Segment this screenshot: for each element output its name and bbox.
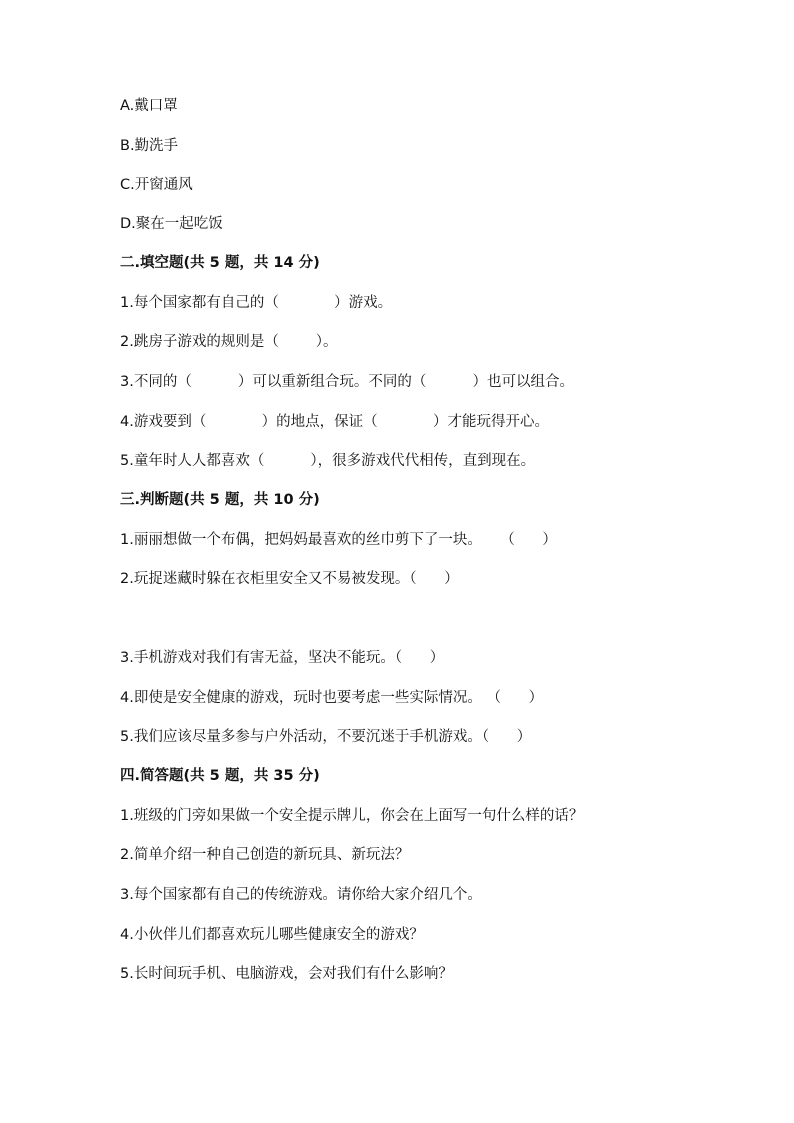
section4-heading: 四.简答题(共 5 题，共 35 分) <box>120 768 320 784</box>
option-d: D.聚在一起吃饭 <box>120 216 223 232</box>
option-c: C.开窗通风 <box>120 177 193 193</box>
short-question-4: 4.小伙伴儿们都喜欢玩儿哪些健康安全的游戏？ <box>120 927 424 943</box>
fill-question-3: 3.不同的（ ）可以重新组合玩。不同的（ ）也可以组合。 <box>120 374 575 390</box>
option-a: A.戴口罩 <box>120 98 178 114</box>
fill-question-2: 2.跳房子游戏的规则是（ ）。 <box>120 334 338 350</box>
short-question-5: 5.长时间玩手机、电脑游戏，会对我们有什么影响？ <box>120 966 453 982</box>
short-question-2: 2.简单介绍一种自己创造的新玩具、新玩法？ <box>120 847 410 863</box>
judge-question-5: 5.我们应该尽量多参与户外活动，不要沉迷于手机游戏。（ ） <box>120 729 532 745</box>
judge-question-1: 1.丽丽想做一个布偶，把妈妈最喜欢的丝巾剪下了一块。 （ ） <box>120 532 557 548</box>
judge-question-4: 4.即使是安全健康的游戏，玩时也要考虑一些实际情况。 （ ） <box>120 690 544 706</box>
fill-question-1: 1.每个国家都有自己的（ ）游戏。 <box>120 295 393 311</box>
section3-heading: 三.判断题(共 5 题，共 10 分) <box>120 492 320 508</box>
fill-question-4: 4.游戏要到（ ）的地点，保证（ ）才能玩得开心。 <box>120 414 549 430</box>
option-b: B.勤洗手 <box>120 138 179 154</box>
section2-heading: 二.填空题(共 5 题，共 14 分) <box>120 255 320 271</box>
fill-question-5: 5.童年时人人都喜欢（ ），很多游戏代代相传，直到现在。 <box>120 453 536 469</box>
judge-question-3: 3.手机游戏对我们有害无益，坚决不能玩。（ ） <box>120 650 445 666</box>
judge-question-2: 2.玩捉迷藏时躲在衣柜里安全又不易被发现。（ ） <box>120 571 459 587</box>
short-question-3: 3.每个国家都有自己的传统游戏。请你给大家介绍几个。 <box>120 887 482 903</box>
short-question-1: 1.班级的门旁如果做一个安全提示牌儿，你会在上面写一句什么样的话？ <box>120 808 584 824</box>
